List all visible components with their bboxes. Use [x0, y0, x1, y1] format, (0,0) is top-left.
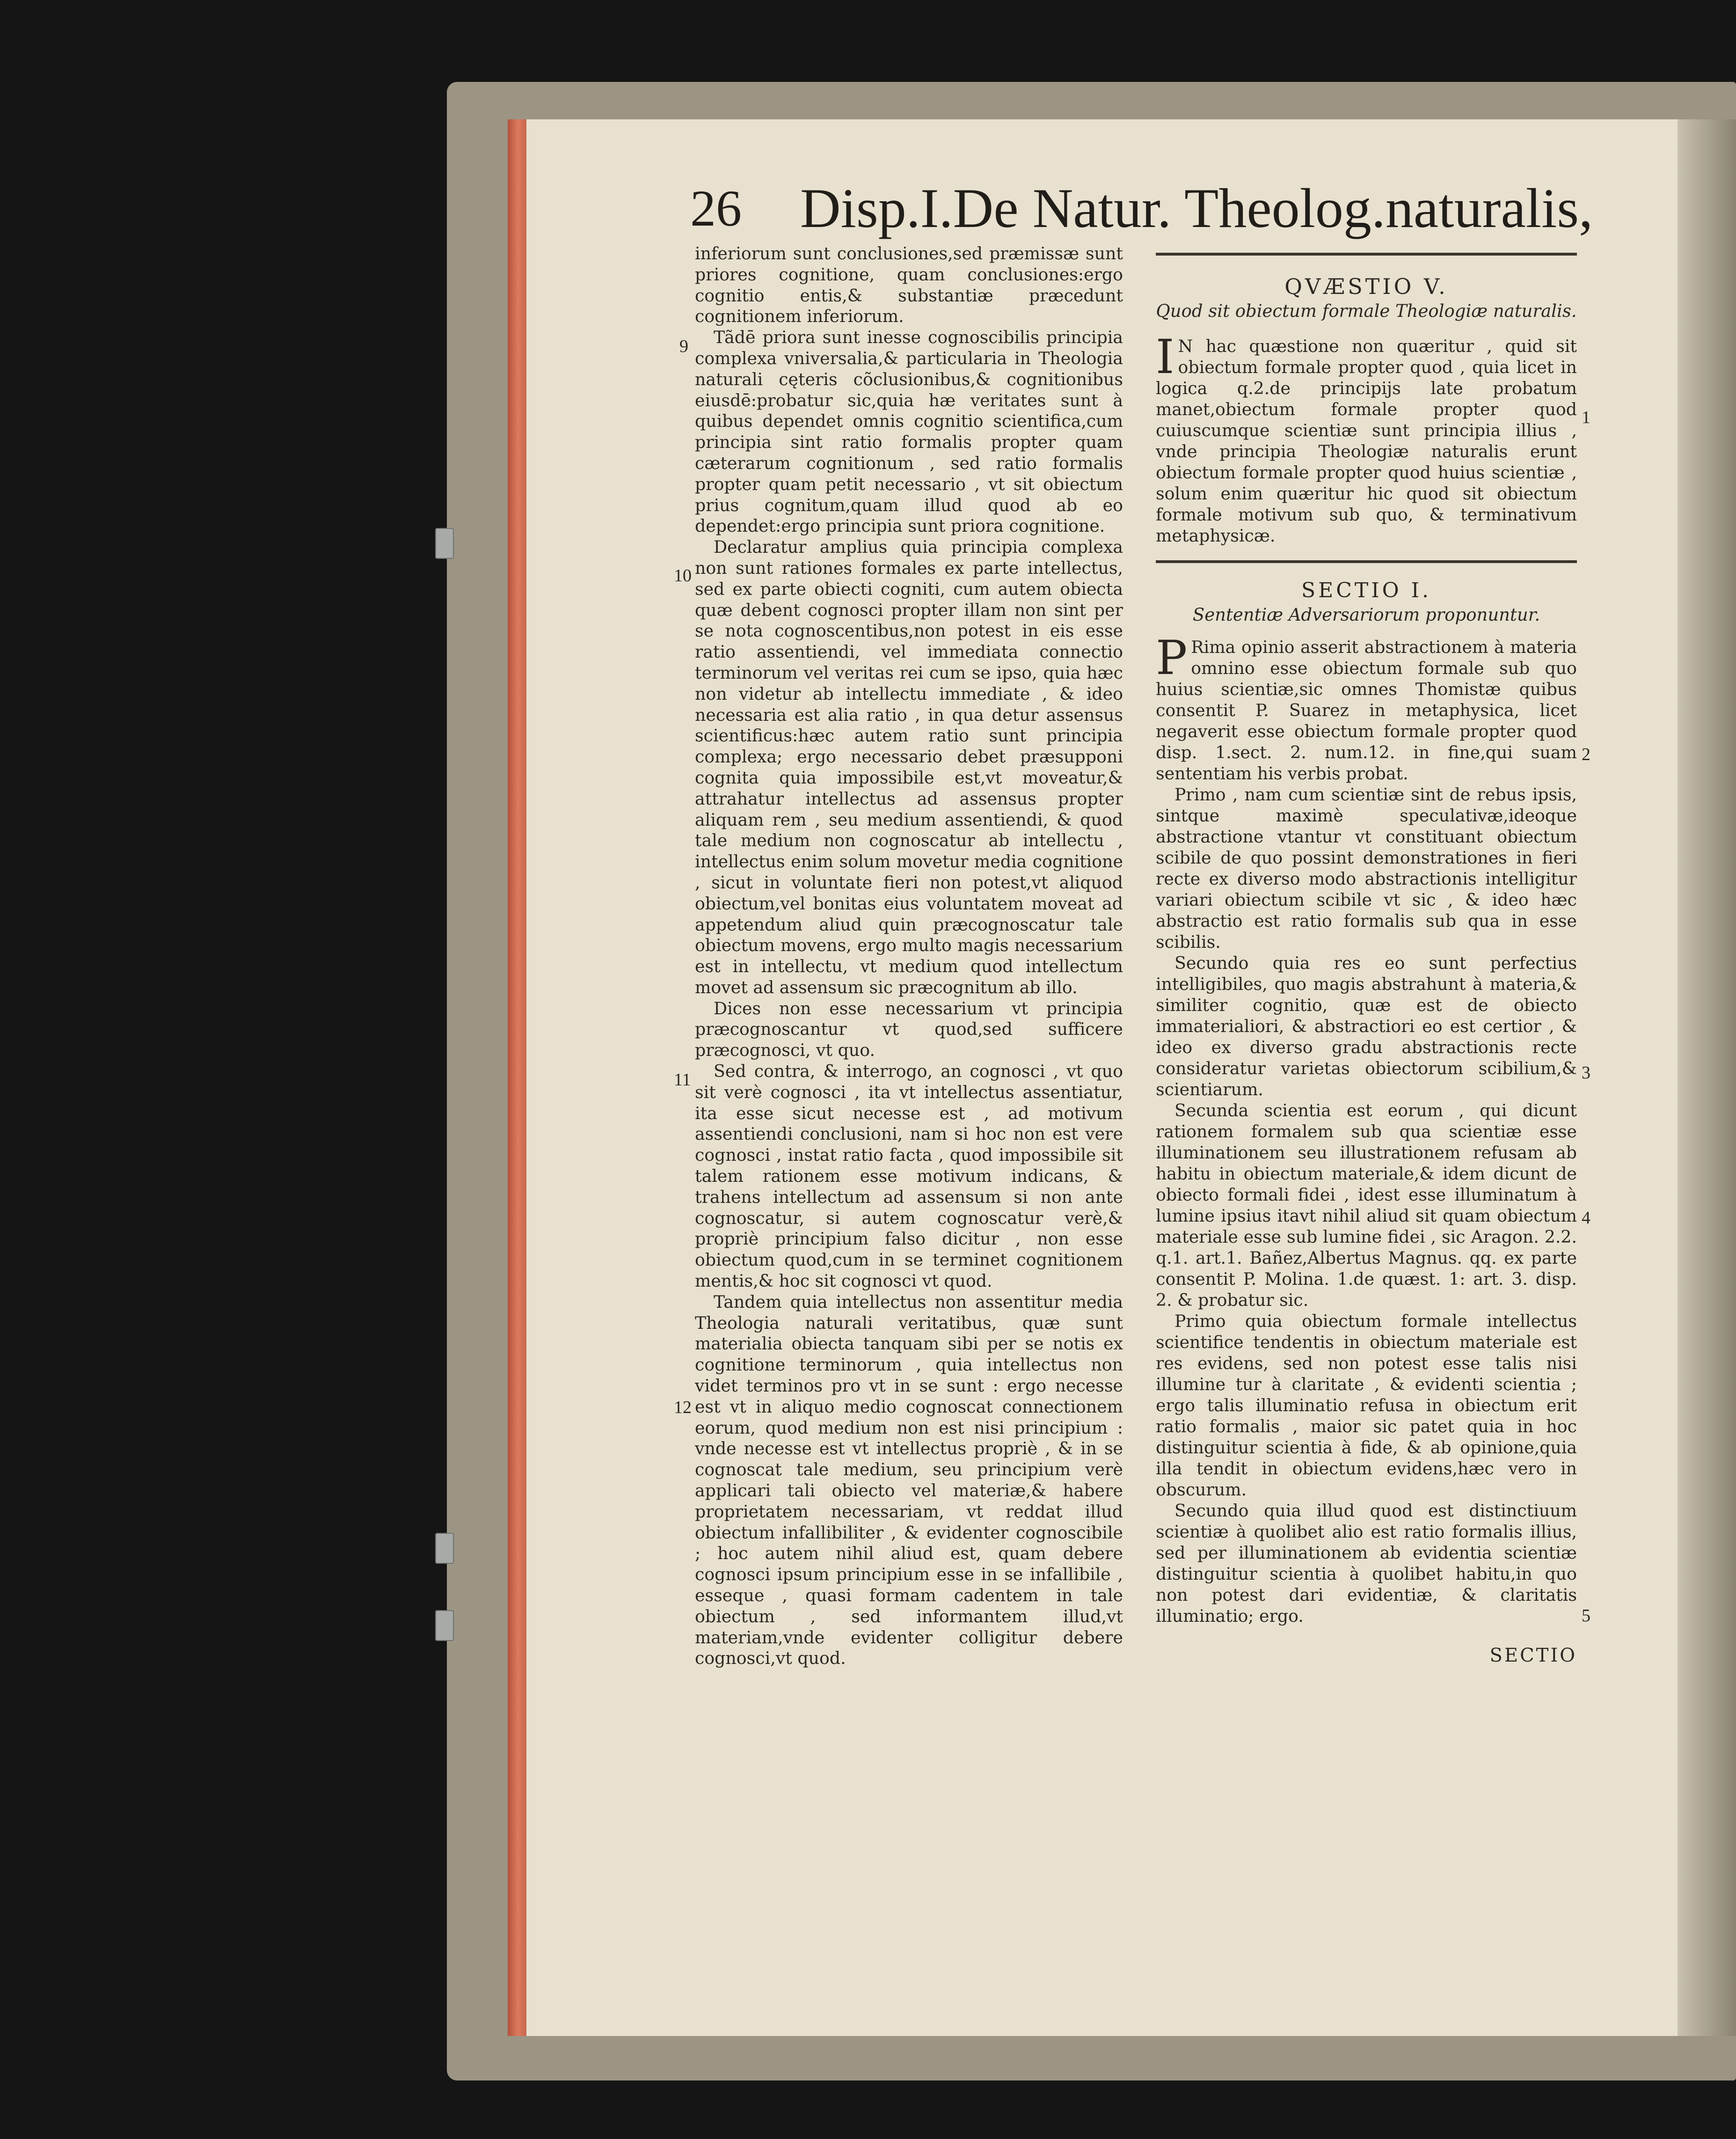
question-intro-block: [1156, 330, 1577, 546]
left-column: [695, 243, 1123, 1669]
section-title: SECTIO I.: [1301, 579, 1432, 602]
right-column: [1156, 253, 1577, 1666]
clasp-upper: [435, 528, 454, 559]
left-paragraph-3: Declaratur amplius quia principia complexa non sunt rationes formales ex parte intellectus, sed ex parte obiecti cogniti, cum autem obiecta quæ debent cognosci propter illam non sint per se nota cognoscentibus,non potest in eis esse ratio assentiendi, vel immediata connectio terminorum vel veritas rei cum se ipso, quia hæc non videtur ab intellectu immediate , & ideo necessaria est alia ratio , in qua detur assensus scientificus:hæc autem ratio sunt principia complexa; ergo necessario debet præsupponi cognita quia impossibile est,vt moveatur,& attrahatur intellectus ad assensus propter aliquam rem , seu medium assentiendi, & quod tale medium non cognoscatur ab intellectu , intellectus enim solum movetur media cognitione , sicut in voluntate fieri non potest,vt aliquod obiectum,vel bonitas eius voluntatem moveat ad appetendum aliud quin præcognoscatur tale obiectum movens, ergo multo magis necessarium est in intellectu, vt medium quod intellectum movet ad assensum sic præcognitum ab illo.: [695, 537, 1123, 997]
left-paragraph-6: Tandem quia intellectus non assentitur media Theologia naturali veritatibus, quæ sunt materialia obiecta tanquam sibi per se notis ex cognitione terminorum , quia intellectus non videt terminos pro vt in se sunt : ergo necesse est vt in aliquo medio cognoscat connectionem eorum, quod medium non est nisi principium : vnde necesse est vt intellectus propriè , & in se cognoscat tale medium, seu principium verè applicari tali obiecto vel materiæ,& habere proprietatem necessariam, vt reddat illud obiectum infallibiliter , & evidenter cognoscibile ; hoc autem nihil aliud est, quam debere cognosci ipsum principium esse in se infallibile , esseque , quasi formam cadentem in tale obiectum , sed informantem illud,vt materiam,vnde evidenter colligitur debere cognosci,vt quod.: [695, 1291, 1123, 1669]
left-paragraph-1: inferiorum sunt conclusiones,sed præmissæ sunt priores cognitione, quam conclusiones:ergo cognitio entis,& substantiæ præcedunt cognitionem inferiorum.: [695, 243, 1123, 327]
left-paragraph-2: Tãdē priora sunt inesse cognoscibilis principia complexa vniversalia,& particularia in Theologia naturali cęteris cõclusionibus,& cognitionibus eiusdē:probatur sic,quia hæ veritates sunt à quibus dependet omnis cognitio scientifica,cum principia sint ratio formalis propter quam cæterarum cognitionum , sed ratio formalis propter quam petit necessario , vt sit obiectum prius cognitum,quam illud quod ab eo dependet:ergo principia sunt priora cognitione.: [695, 327, 1123, 536]
section-paragraph-6: Secundo quia illud quod est distinctiuum scientiæ à quolibet alio est ratio formalis illius, sed per illuminationem ab evidentia scientiæ distinguitur scientia à quolibet habitu,in quo non potest dari evidentiæ, & claritatis illuminatio; ergo.: [1156, 1501, 1577, 1626]
facing-page-edge: [1678, 119, 1736, 2036]
left-paragraph-4: Dices non esse necessarium vt principia præcognoscantur vt quod,sed sufficere præcognosci, vt quo.: [695, 998, 1123, 1061]
page-header: [690, 178, 1593, 248]
clasp-lower: [435, 1533, 454, 1564]
margin-number: 5: [1582, 1606, 1590, 1626]
margin-number: 9: [679, 337, 688, 356]
margin-number: 3: [1582, 1063, 1590, 1083]
margin-number: 4: [1582, 1208, 1590, 1228]
running-title: Disp.I.De Natur. Theolog.naturalis,: [800, 177, 1593, 239]
section-paragraph-3: Secundo quia res eo sunt perfectius intelligibiles, quo magis abstrahunt à materia,& similiter cognitio, quæ est de obiecto immaterialiori, & abstractiori eo est certior , & ideo ex diverso gradu abstractionis recte consideratur varietas obiectorum scibilium,& scientiarum.: [1156, 953, 1577, 1099]
drop-cap-P: P: [1156, 630, 1188, 685]
page-number: 26: [690, 180, 742, 237]
drop-cap-I: I: [1156, 330, 1174, 384]
question-intro: N hac quæstione non quæritur , quid sit obiectum formale propter quod , quia licet in logica q.2.de principijs late probatum manet,obiectum formale propter quod cuiuscumque scientiæ sunt principia illius , vnde principia Theologiæ naturalis erunt obiectum formale propter quod huius scientiæ , solum enim quæritur hic quod sit obiectum formale motivum sub quo, & terminativum metaphysicæ.: [1156, 336, 1577, 546]
catchword: SECTIO: [1489, 1645, 1577, 1666]
margin-number: 1: [1582, 408, 1590, 427]
clasp-lower-2: [435, 1610, 454, 1641]
margin-number: 11: [674, 1070, 691, 1090]
page-edge-red: [508, 119, 526, 2036]
question-title: QVÆSTIO V.: [1284, 274, 1448, 299]
section-subtitle: Sententiæ Adversariorum proponuntur.: [1192, 605, 1540, 625]
question-subtitle: Quod sit obiectum formale Theologiæ naturalis.: [1156, 301, 1577, 321]
section-paragraph-5: Primo quia obiectum formale intellectus scientifice tendentis in obiectum materiale est res evidens, sed non potest esse talis nisi illumine tur à claritate , & evidenti scientia ; ergo talis illuminatio refusa in obiectum erit ratio formalis , maior sic patet quia in hoc distinguitur scientia à fide, & ab opinione,quia illa tendit in obiectum evidens,hæc vero in obscurum.: [1156, 1311, 1577, 1500]
margin-number: 2: [1582, 745, 1590, 764]
section-paragraph-1: P Rima opinio asserit abstractionem à materia omnino esse obiectum formale sub quo huius scientiæ,sic omnes Thomistæ quibus consentit P. Suarez in metaphysica, licet negaverit esse obiectum formale propter quod disp. 1.sect. 2. num.12. in fine,qui suam sententiam his verbis probat.: [1156, 630, 1577, 784]
section-paragraph-2: Primo , nam cum scientiæ sint de rebus ipsis, sintque maximè speculativæ,ideoque abstractione vtantur vt constituant obiectum scibile de quo possint demonstrationes in fieri recte ex diverso modo abstractionis intelligitur variari obiectum scibile vt sic , & ideo hæc abstractio est ratio formalis sub qua in esse scibilis.: [1156, 784, 1577, 952]
margin-number: 10: [674, 566, 692, 586]
section-paragraph-4: Secunda scientia est eorum , qui dicunt rationem formalem sub qua scientiæ esse illuminationem seu illustrationem refusam ab habitu in obiectum materiale,& idem dicunt de obiecto formali fidei , idest esse illuminatum à lumine ipsius itavt nihil aliud sit quam obiectum materiale esse sub lumine fidei , sic Aragon. 2.2. q.1. art.1. Bañez,Albertus Magnus. qq. ex parte consentit P. Molina. 1.de quæst. 1: art. 3. disp. 2. & probatur sic.: [1156, 1100, 1577, 1310]
left-paragraph-5: Sed contra, & interrogo, an cognosci , vt quo sit verè cognosci , ita vt intellectus assentiatur, ita esse sicut necesse est , ad motivum assentiendi conclusioni, nam si hoc non est vere cognosci , instat ratio facta , quod impossibile sit talem rationem esse motivum indicans, & trahens intellectum ad assensum si non ante cognoscatur, si autem cognoscatur verè,& propriè principium falso dicitur , non esse obiectum quod,cum in se terminet cognitionem mentis,& hoc sit cognosci vt quod.: [695, 1061, 1123, 1291]
margin-number: 12: [674, 1398, 692, 1417]
